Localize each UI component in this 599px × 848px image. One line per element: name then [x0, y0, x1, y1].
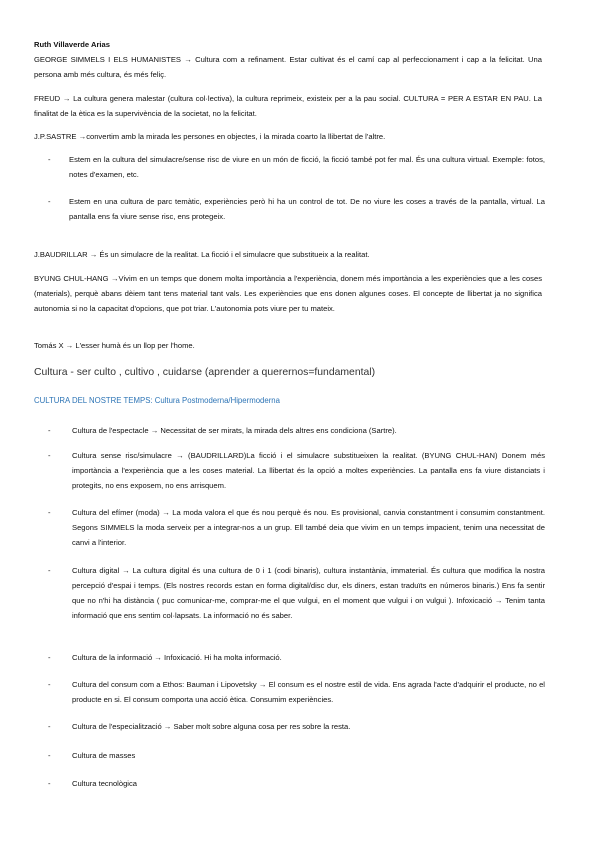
list-item [48, 719, 545, 734]
list-item [48, 650, 545, 665]
list-item [48, 563, 545, 623]
bullet-dash: - [48, 751, 51, 760]
list-item-text: Cultura tecnològica [72, 779, 138, 788]
paragraph-freud: FREUD → La cultura genera malestar (cultura col·lectiva), la cultura reprimeix, existeix per a la pau social. CULTURA = PER A ESTAR EN PAU. La finalitat de la ètica es la supervivència de la societat, no la felicitat. [34, 94, 542, 118]
list-item-text: Cultura del efímer (moda) → La moda valora el que és nou perquè és nou. Es provisional, canvia constantment i consumim constantment. Segons SIMMELS la moda serveix per a integrar-nos a un grup. Ell també deia que vivim en un temps impacient, tenim una necessitat de canvi a l'interior. [72, 508, 545, 547]
bullet-dash: - [48, 451, 51, 460]
paragraph-baudrillard: J.BAUDRILLAR → És un simulacre de la realitat. La ficció i el simulacre que substitueix a la realitat. [34, 250, 370, 259]
list-item [48, 423, 545, 438]
list-item-text: Cultura sense risc/simulacre → (BAUDRILLARD)La ficció i el simulacre substitueixen la realitat. (BYUNG CHUL-HAN) Donem més importància a l'experiència que a les coses material. La llibertat és la opció a moltes experiències. La pantalla ens fa viure distanciats i protegits, no ens exposem, no ens arrisquem. [72, 451, 545, 490]
paragraph-simmels: GEORGE SIMMELS I ELS HUMANISTES → Cultura com a refinament. Estar cultivat és el camí cap al perfeccionament i cap a la felicitat. Una persona amb més cultura, és més feliç. [34, 55, 542, 79]
list-item-text: Cultura del consum com a Ethos: Bauman i Lipovetsky → El consum es el nostre estil de vida. Ens agrada l'acte d'adquirir el producte, no el producte en si. El consum comporta una acció ètica. Consumim experiències. [72, 680, 545, 704]
list-item-text: Estem en la cultura del simulacre/sense risc de viure en un món de ficció, la ficció també pot fer mal. És una cultura virtual. Exemple: fotos, notes d'examen, etc. [69, 155, 545, 179]
list-item [48, 152, 545, 182]
list-item-text: Cultura de l'especialització → Saber molt sobre alguna cosa per res sobre la resta. [72, 722, 351, 731]
bullet-dash: - [48, 197, 51, 206]
list-item-text: Cultura de la informació → Infoxicació. Hi ha molta informació. [72, 653, 282, 662]
section-heading: Cultura - ser culto , cultivo , cuidarse (aprender a querernos=fundamental) [34, 367, 376, 378]
bullet-dash: - [48, 508, 51, 517]
list-item [48, 194, 545, 224]
list-item-text: Estem en una cultura de parc temàtic, experiències però hi ha un control de tot. De no viure les coses a través de la pantalla, virtual. La pantalla ens fa viure sense risc, ens protegeix. [69, 197, 545, 221]
list-item-text: Cultura de l'espectacle → Necessitat de ser mirats, la mirada dels altres ens condiciona (Sartre). [72, 426, 397, 435]
list-item [48, 505, 545, 550]
section-subheading: CULTURA DEL NOSTRE TEMPS: Cultura Postmoderna/Hipermoderna [34, 396, 280, 405]
list-item [48, 677, 545, 707]
list-item-text: Cultura de masses [72, 751, 136, 760]
list-item [48, 448, 545, 493]
author-name: Ruth Villaverde Arias [34, 40, 110, 49]
list-item-text: Cultura digital → La cultura digital és una cultura de 0 i 1 (codi binaris), cultura instantània, immaterial. És cultura que modifica la nostra percepció d'espai i temps. (Els nostres records estan en forma digital/disc dur, els diners, estan traduïts en números binaris.) Ens fa sentir que no n'hi ha distància ( puc comunicar-me, comprar-me el que vulgui, en el moment que vulgui i on vulgui ). Infoxicació → Tenim tanta informació que ens sentim col·lapsats. La informació no és saber. [72, 566, 545, 620]
bullet-dash: - [48, 155, 51, 164]
bullet-dash: - [48, 680, 51, 689]
bullet-dash: - [48, 779, 51, 788]
paragraph-byung: BYUNG CHUL-HANG →Vivim en un temps que donem molta importància a l'experiència, donem més importància a les experiències que a les coses (materials), perquè abans dèiem tant tens material tant vals. Les experiències que ens donen algunes coses. El concepte de llibertat ja no significa autonomia si no la capacitat d'opcions, que pot triar. L'autonomia pots viure per tu mateix. [34, 274, 542, 313]
bullet-dash: - [48, 653, 51, 662]
bullet-dash: - [48, 566, 51, 575]
bullet-dash: - [48, 426, 51, 435]
list-item [48, 776, 545, 791]
paragraph-tomas: Tomás X → L'esser humà és un llop per l'home. [34, 341, 195, 350]
bullet-dash: - [48, 722, 51, 731]
paragraph-sastre: J.P.SASTRE →convertim amb la mirada les persones en objectes, i la mirada coarto la llibertat de l'altre. [34, 132, 386, 141]
list-item [48, 748, 545, 763]
